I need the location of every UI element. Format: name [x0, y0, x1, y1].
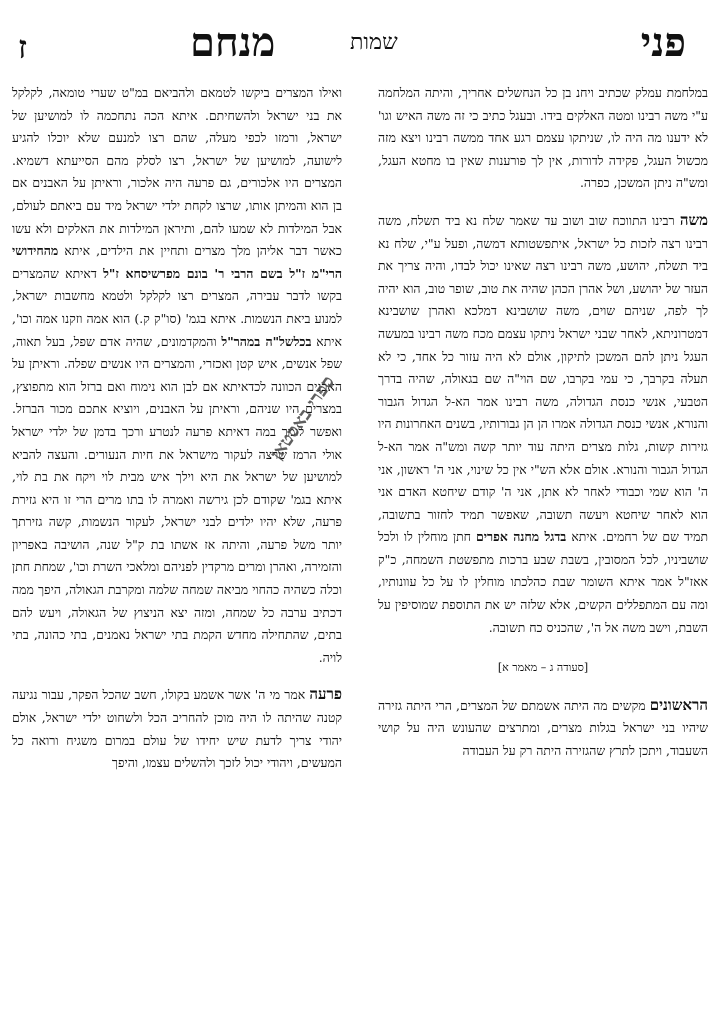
paragraph-text: חתן מוחלין לו ולכל שושביניו, לכל המסובין, בשבת שבע ברכות מתפשטת השמחה, כ"ק אאז"ל אמר איתא השומר שבת כהלכתו מוחלין לו על כל עוונותיו, ומה עם המתפללים הקשים, אלא שלזה יש את התוספת שמוסיפין על השבת, וישב משה אל ה', שהכניס כח תשובה. [378, 529, 708, 635]
page-number-letter: ז [18, 28, 27, 66]
opening-word: משה [679, 210, 708, 229]
paragraph-text: רבינו התווכח שוב ושוב עד שאמר שלח נא ביד תשלח, משה רבינו רצה לזכות כל ישראל, איתפשטותא דמשה, ופעל ע"י, שלח נא ביד תשלח, יהושע, משה רבינו רצה שאינו יכול לבדו, והיה צריך את העזר של יהושע, ושל אהרן הכהן שהיה את טוב, שופר טוב, הוא יהיה לך לפה, שניהם שוים, משה שושבינא דמלכא ואהרן שושבינא דמטרוניתא, לאחר שבני ישראל ניתקו עצמם מכח משה רבינו במעשה העגל ניתן להם המשכן לתיקון, אולם לא היה עזור כל אחד, כי לא תעלה בקרבך, כי עמי בקרבו, שם הוי"ה שם בגאולה, שהיה בדרך הטבעי, אנשי כנסת הגדולה, משה רבינו אמר הא-ל הגדול הגבור והנורא, אנשי כנסת הגדולה אמרו הן הן גבורותיו, בשנים האחרונות היו גזירות קשות, גלות מצרים היתה עוד יותר קשה ומש"ה אמר הא-ל הגדול הגבור והנורא. אולם אלא הש"י אין כל שינוי, אני ה' ראשון, אני ה' הוא שמי וכבודי לאחר לא אתן, אני ה' קודם שיחטא האדם אני הוא לאחר שיחטא ויעשה תשובה, שאפשר תמיד לחזור בתשובה, תמיד שם של רחמים. איתא [377, 212, 709, 545]
paragraph: במלחמת עמלק שכתיב ויחנ בן כל הנחשלים אחריך, והיתה המלחמה ע"י משה רבינו ומטה האלקים בידו. ובעגל כתיב כי זה משה האיש וגו' לא ידענו מה היה לו, שניתקו עצמם רגע אחד ממשה רבינו ויצא מזה מכשול העגל, פקידה לדורות, אין לך פורענות שאין בו מחטא העגל, ומש"ה ניתן המשכן, כפרה. [378, 85, 708, 191]
source-citation: מהחידושי הרי"מ ז"ל בשם הרבי ר' בונם מפרשיסחא ז"ל [12, 243, 343, 281]
text-column-right [378, 82, 708, 1012]
running-title-right: פני [640, 19, 686, 66]
spacer [12, 669, 342, 683]
paragraph [12, 683, 342, 774]
source-citation: בכלשל"ה במהר"ל [221, 333, 312, 349]
text-column-left [12, 82, 342, 1012]
paragraph-text: והמקדמונים, שהיה אדם שפל, בעל תאוה, שפל אנשים, איש קטן ואכזרי, והמצרים היו אנשים שפלה. וראיתן על האבנים הכוונה לכדאיתא אם לבן הוא נימוח ואם ברזל הוא מתפוצץ, במצרים היו שניהם, וראיתן על האבנים, ויוציא אתכם מכור הברזל. ואפשר לומר במה דאיתא פרעה לנטרע ורכך בדמן של ילדי ישראל אולי הרמז שרצה לעקור מישראל את חיות הנעורים. והעצה להביא למושיען של ישראל את היא וילך איש מבית לוי ויקח את בת לוי, איתא בגמ' שקודם לכן גירשה ואמרה לו בתו מרים הרי זו היא גזירת פרעה, שלא יהיו ילדים לבני ישראל, לעקור הנשמות, קשה גזירתך יותר משל פרעה, והיתה אז אשתו בת ק"ל שנה, הושיבה באפריון והזמירה, ואהרן ומרים מרקדין לפניהם ומלאכי השרת וכו', שמחת חתן וכלה כשהיה כהחוי מביאה שמחה שלמה ומקרבת הגאולה, היפך ממה דכתיב ערבה כל שמחה, ומזה יצא הניצוץ של הגאולה, ויעש להם בתים, שהתחילה מחדש הקמת בתי ישראל נאמנים, בתי כהונה, בתי לויה. [12, 333, 342, 665]
running-title-parsha: שמות [350, 30, 398, 55]
paragraph [378, 209, 708, 639]
spacer [378, 195, 708, 209]
paragraph-text: דאיתא שהמצרים בקשו לדבר עבירה, המצרים רצו לקלקל ולטמא מחשבות ישראל, למנוע ביאת הנשמות. איתא בגמ' (סו"ק ק.) הוא אמה וזקנו אמה וכו', איתא [12, 265, 342, 349]
paragraph-text: ואילו המצרים ביקשו לטמאם ולהביאם במ"ט שערי טומאה, לקלקל את בני ישראל ולהשחיתם. איתא הכה נתחכמה לו למושיען של ישראל, ורמזו לכפי מעלה, שהם רצו למנעם שלא יוכלו להגיע לישועה, למושיען של ישראל, רצו לסלק מהם הסייעתא דשמיא. המצרים היו אלכורים, גם פרעה היה אלכור, וראיתן על האבנים אם בן הוא והמיתן אותו, שרצו לקחת ילדי ישראל מיד עם ביאתם לעולם, אבל המילדות לא שמעו להם, ותיראן המילדות את האלקים ולא עשו כאשר דבר אליהן מלך מצרים ותחיין את הילדים, איתא [12, 85, 342, 259]
paragraph [378, 694, 708, 763]
opening-word: הראשונים [649, 695, 708, 714]
paragraph-text: מקשים מה היתה אשמתם של המצרים, הרי היתה גזירה שיהיו בני ישראל בגלות מצרים, ומתרצים שהעונש היה על קושי השעבוד, ויתכן לתרץ שהגזירה היתה רק על העבודה [378, 697, 708, 759]
section-heading: [סעודה ג – מאמר א] [497, 661, 589, 675]
library-stamp: ספרי באסטאן [266, 372, 340, 464]
paragraph-text: אמר מי ה' אשר אשמע בקולו, חשב שהכל הפקר, עבור נגיעה קטנה שהיתה לו היה מוכן להחריב הכל ולשחוט ילדי ישראל, אולם יהודי צריך לדעת שיש יחידו של עולם במרום משגיח ורואה כל המעשים, ויהודי יכול לזכך ולהשלים עצמו, והיפך [12, 687, 342, 771]
paragraph [12, 82, 342, 669]
opening-word: פרעה [309, 685, 342, 704]
source-citation: בדגל מחנה אפרים [476, 529, 567, 545]
running-title-mid: מנחם [190, 19, 276, 66]
